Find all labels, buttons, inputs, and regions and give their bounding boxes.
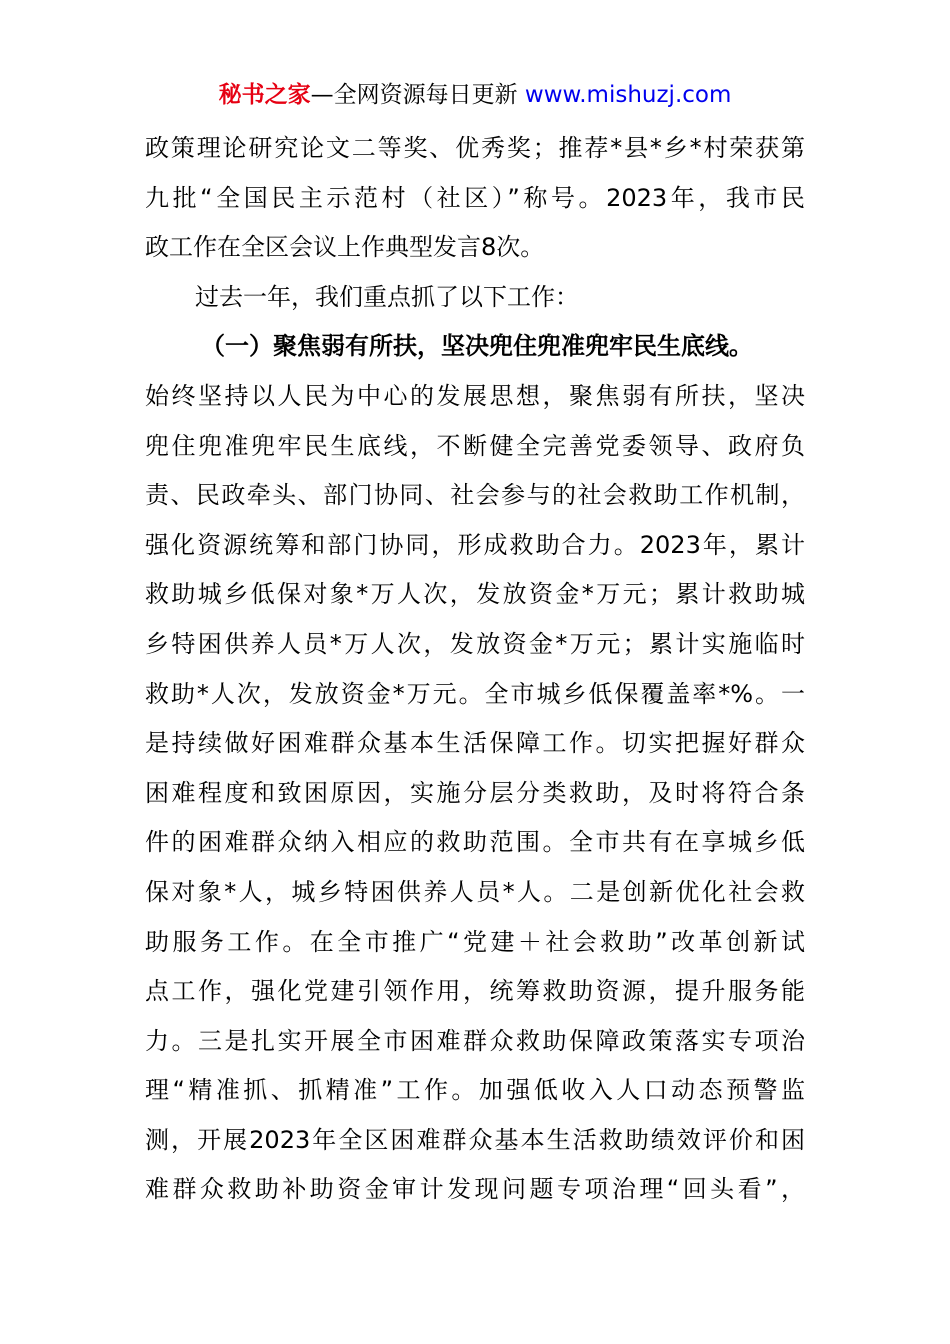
paragraph-line: 始终坚持以人民为中心的发展思想，聚焦弱有所扶，坚决 xyxy=(145,381,805,410)
paragraph-line: 力。三是扎实开展全市困难群众救助保障政策落实专项治 xyxy=(145,1026,805,1055)
paragraph-line: 政策理论研究论文二等奖、优秀奖；推荐*县*乡*村荣获第 xyxy=(145,134,805,162)
site-url-link[interactable]: www.mishuzj.com xyxy=(524,82,732,108)
site-tagline: —全网资源每日更新 xyxy=(310,82,518,108)
paragraph-line: 保对象*人，城乡特困供养人员*人。二是创新优化社会救 xyxy=(145,877,805,906)
paragraph-line: 点工作，强化党建引领作用，统筹救助资源，提升服务能 xyxy=(145,977,805,1006)
paragraph-line: 乡特困供养人员*万人次，发放资金*万元；累计实施临时 xyxy=(145,629,805,658)
paragraph-line: 九批“全国民主示范村（社区）”称号。2023年，我市民 xyxy=(145,183,805,212)
paragraph-line: 难群众救助补助资金审计发现问题专项治理“回头看”， xyxy=(145,1175,805,1204)
paragraph-line: 兜住兜准兜牢民生底线，不断健全完善党委领导、政府负 xyxy=(145,431,805,460)
paragraph-line: 救助*人次，发放资金*万元。全市城乡低保覆盖率*%。一 xyxy=(145,679,805,708)
section-heading: （一）聚焦弱有所扶，坚决兜住兜准兜牢民生底线。 xyxy=(201,332,753,361)
paragraph-line: 困难程度和致困原因，实施分层分类救助，及时将符合条 xyxy=(145,778,805,807)
site-header xyxy=(0,78,950,112)
paragraph-line: 理“精准抓、抓精准”工作。加强低收入人口动态预警监 xyxy=(145,1076,805,1105)
site-brand: 秘书之家 xyxy=(218,82,311,108)
paragraph-line: 政工作在全区会议上作典型发言8次。 xyxy=(145,233,545,262)
paragraph-line: 责、民政牵头、部门协同、社会参与的社会救助工作机制， xyxy=(145,481,805,510)
paragraph-line: 是持续做好困难群众基本生活保障工作。切实把握好群众 xyxy=(145,729,805,758)
paragraph-line: 件的困难群众纳入相应的救助范围。全市共有在享城乡低 xyxy=(145,828,805,857)
paragraph-line: 救助城乡低保对象*万人次，发放资金*万元；累计救助城 xyxy=(145,580,805,609)
paragraph-line: 过去一年，我们重点抓了以下工作： xyxy=(195,282,579,311)
paragraph-line: 强化资源统筹和部门协同，形成救助合力。2023年，累计 xyxy=(145,530,805,559)
document-body xyxy=(145,124,805,1215)
paragraph-line: 助服务工作。在全市推广“党建＋社会救助”改革创新试 xyxy=(145,927,805,956)
paragraph-line: 测，开展2023年全区困难群众基本生活救助绩效评价和困 xyxy=(145,1125,805,1154)
